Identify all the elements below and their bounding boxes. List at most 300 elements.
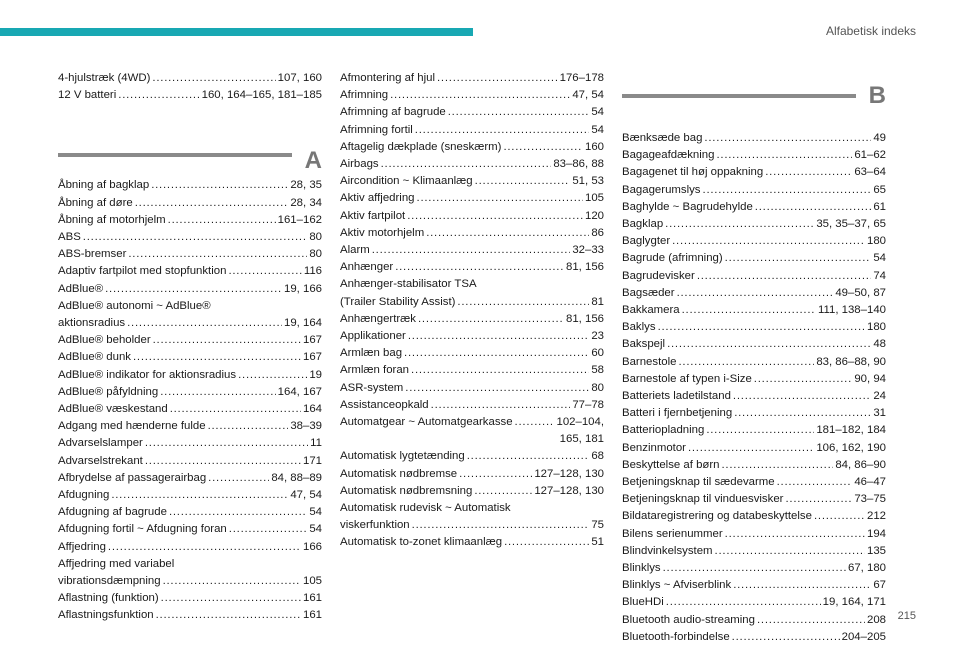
index-entry [340, 190, 604, 207]
index-pages: 161 [302, 592, 322, 605]
index-entry-line: Affjedring med variabel [58, 557, 175, 570]
index-term: Bakspejl [622, 338, 666, 351]
index-entry [340, 259, 604, 276]
index-pages: 135 [866, 544, 886, 557]
index-term: Adgang med hænderne fulde [58, 420, 206, 433]
index-pages: 46–47 [854, 476, 886, 489]
dot-leader [127, 315, 282, 332]
index-pages: 83, 86–88, 90 [816, 355, 886, 368]
index-pages: 167 [302, 334, 322, 347]
index-pages: 81, 156 [565, 261, 604, 274]
index-entry [58, 504, 322, 521]
index-term: Bilens serienummer [622, 527, 723, 540]
index-pages: 161–162 [277, 213, 322, 226]
index-pages: 80 [591, 381, 604, 394]
index-entry [340, 517, 604, 534]
index-term: Bluetooth audio-streaming [622, 613, 755, 626]
index-entry-line: AdBlue® autonomi ~ AdBlue® [58, 299, 211, 312]
dot-leader [168, 212, 276, 229]
index-entry [622, 285, 886, 302]
dot-leader [133, 349, 301, 366]
index-term: 4-hjulstræk (4WD) [58, 72, 151, 84]
index-entry [622, 199, 886, 216]
index-term: Baklys [622, 321, 656, 334]
dot-leader [663, 560, 846, 577]
index-pages: 181–182, 184 [816, 424, 886, 437]
index-term: viskerfunktion [340, 519, 410, 532]
index-pages: 54 [873, 252, 886, 265]
index-entry [58, 349, 322, 366]
dot-leader [229, 521, 308, 538]
index-term: Afdugning af bagrude [58, 506, 167, 519]
index-pages: 106, 162, 190 [816, 441, 886, 454]
index-column-1 [58, 70, 322, 625]
dot-leader [372, 242, 571, 259]
index-entry [622, 216, 886, 233]
index-term: Blindvinkelsystem [622, 544, 713, 557]
index-term: Adaptiv fartpilot med stopfunktion [58, 265, 227, 278]
index-term: Advarselslamper [58, 437, 143, 450]
index-pages: 49 [873, 132, 886, 144]
index-term: Armlæn foran [340, 364, 410, 377]
index-entry [622, 147, 886, 164]
index-entry [58, 367, 322, 384]
index-entry [340, 466, 604, 483]
dot-leader [417, 190, 583, 207]
dot-leader [672, 233, 865, 250]
index-term: Bagagerumslys [622, 183, 701, 196]
index-pages-continued: 165, 181 [559, 433, 604, 446]
index-pages: 54 [309, 506, 322, 519]
dot-leader [733, 577, 871, 594]
index-term: Batteri i fjernbetjening [622, 407, 733, 420]
index-entry [340, 414, 604, 431]
index-entry [622, 440, 886, 457]
index-entry [340, 104, 604, 121]
dot-leader [725, 250, 872, 267]
index-term: Affjedring [58, 540, 106, 553]
dot-leader [457, 294, 589, 311]
index-entry [58, 470, 322, 487]
index-pages: 19, 166 [283, 282, 322, 295]
index-pages: 81, 156 [565, 312, 604, 325]
dot-leader [108, 539, 301, 556]
index-term: Aircondition ~ Klimaanlæg [340, 175, 473, 188]
dot-leader [725, 526, 865, 543]
index-term: Aftagelig dækplade (sneskærm) [340, 140, 502, 153]
index-pages: 167 [302, 351, 322, 364]
index-term: Bagagenet til høj oppakning [622, 166, 764, 179]
index-pages: 47, 54 [290, 489, 322, 502]
index-entry [340, 173, 604, 190]
index-term: Blinklys [622, 562, 661, 575]
dot-leader [706, 422, 814, 439]
index-term: Anhænger [340, 261, 394, 274]
index-term: Benzinmotor [622, 441, 686, 454]
index-term: Bagklap [622, 218, 664, 231]
index-entry [622, 354, 886, 371]
index-term: Afrimning af bagrude [340, 106, 446, 119]
dot-leader [755, 199, 872, 216]
index-term: AdBlue® beholder [58, 334, 151, 347]
index-term: Aktiv motorhjelm [340, 226, 425, 239]
index-entry [340, 294, 604, 311]
section-divider-bar [58, 153, 292, 157]
dot-leader [777, 474, 853, 491]
index-pages: 160 [584, 140, 604, 153]
index-pages: 180 [866, 235, 886, 248]
index-entry [58, 195, 322, 212]
index-entry [622, 405, 886, 422]
index-entry [340, 70, 604, 87]
index-pages: 68 [591, 450, 604, 463]
index-term: Bildataregistrering og databeskyttelse [622, 510, 812, 523]
dot-leader [704, 130, 871, 147]
index-pages: 61–62 [854, 149, 886, 162]
index-entry [622, 371, 886, 388]
index-pages: 176–178 [559, 72, 604, 84]
dot-leader [160, 384, 275, 401]
index-term: Beskyttelse af børn [622, 458, 720, 471]
index-entry [58, 212, 322, 229]
dot-leader [426, 225, 589, 242]
index-pages: 107, 160 [277, 72, 322, 84]
dot-leader [665, 216, 814, 233]
dot-leader [145, 453, 301, 470]
dot-leader [395, 259, 564, 276]
index-entry [622, 233, 886, 250]
index-term: AdBlue® indikator for aktionsradius [58, 368, 237, 381]
dot-leader [151, 177, 288, 194]
index-entry [340, 397, 604, 414]
index-term: Bagsæder [622, 286, 675, 299]
index-pages: 19 [309, 368, 322, 381]
index-term: (Trailer Stability Assist) [340, 295, 456, 308]
index-entry [622, 612, 886, 629]
index-term: AdBlue® [58, 282, 104, 295]
dot-leader [688, 440, 814, 457]
dot-leader [153, 332, 301, 349]
dot-leader [412, 517, 590, 534]
index-pages: 63–64 [854, 166, 886, 179]
dot-leader [677, 285, 834, 302]
index-entry [340, 380, 604, 397]
index-entry [340, 225, 604, 242]
index-pages: 19, 164 [283, 317, 322, 330]
index-pages: 51 [591, 536, 604, 549]
index-pages: 35, 35–37, 65 [816, 218, 886, 231]
index-pages: 11 [310, 437, 322, 450]
index-entry [622, 182, 886, 199]
index-term: Afdugning fortil ~ Afdugning foran [58, 523, 227, 536]
index-entry-line: Anhænger-stabilisator TSA [340, 278, 477, 291]
index-entry [58, 229, 322, 246]
dot-leader [152, 70, 275, 87]
col3-entry-list [622, 130, 886, 646]
index-term: Aktiv affjedring [340, 192, 415, 205]
index-term: Baghylde ~ Bagrudehylde [622, 200, 753, 213]
dot-leader [682, 302, 816, 319]
index-entry [58, 70, 322, 87]
index-entry [58, 384, 322, 401]
dot-leader [169, 504, 307, 521]
dot-leader [666, 594, 821, 611]
index-term: Aktiv fartpilot [340, 209, 406, 222]
index-pages: 54 [591, 123, 604, 136]
col1-top-list [58, 70, 322, 104]
index-term: Barnestole af typen i-Size [622, 372, 752, 385]
index-pages: 32–33 [572, 244, 604, 257]
index-term: Afdugning [58, 489, 110, 502]
index-pages: 166 [302, 540, 322, 553]
index-pages: 105 [302, 575, 322, 588]
index-pages: 65 [873, 183, 886, 196]
dot-leader [734, 405, 871, 422]
index-term: Assistanceopkald [340, 398, 429, 411]
index-pages: 73–75 [854, 493, 886, 506]
index-entry [58, 607, 322, 624]
index-entry [622, 422, 886, 439]
index-term: Åbning af bagklap [58, 179, 150, 192]
section-letter: B [868, 82, 886, 109]
dot-leader [474, 483, 532, 500]
index-term: Automatisk nødbremse [340, 467, 458, 480]
index-pages: 61 [873, 200, 886, 213]
index-term: Åbning af motorhjelm [58, 213, 166, 226]
index-term: AdBlue® påfyldning [58, 385, 159, 398]
index-entry [58, 590, 322, 607]
index-entry [622, 336, 886, 353]
index-entry [622, 526, 886, 543]
index-pages: 84, 88–89 [271, 471, 322, 484]
index-entry [340, 242, 604, 259]
index-entry [622, 250, 886, 267]
index-entry [622, 319, 886, 336]
index-term: Anhængertræk [340, 312, 416, 325]
index-term: Automatisk to-zonet klimaanlæg [340, 536, 503, 549]
index-pages: 204–205 [841, 630, 886, 643]
index-entry [622, 629, 886, 646]
index-entry [58, 521, 322, 538]
index-entry [622, 302, 886, 319]
dot-leader [135, 195, 289, 212]
index-pages: 31 [873, 407, 886, 420]
index-term: Applikationer [340, 330, 406, 343]
dot-leader [732, 629, 840, 646]
index-pages: 81 [591, 295, 604, 308]
dot-leader [437, 70, 558, 87]
index-entry [340, 156, 604, 173]
index-column-2 [340, 70, 604, 552]
index-pages: 164 [302, 403, 322, 416]
dot-leader [733, 388, 871, 405]
index-term: Baglygter [622, 235, 671, 248]
index-entry [340, 534, 604, 551]
dot-leader [156, 607, 301, 624]
index-term: Automatisk lygtetænding [340, 450, 465, 463]
index-pages: 75 [591, 519, 604, 532]
index-entry [340, 311, 604, 328]
index-term: Bagrude (afrimning) [622, 252, 723, 265]
index-pages: 90, 94 [854, 372, 886, 385]
dot-leader [111, 487, 288, 504]
index-term: Airbags [340, 158, 379, 171]
index-pages: 83–86, 88 [553, 158, 604, 171]
dot-leader [404, 345, 589, 362]
index-entry [58, 315, 322, 332]
index-term: Bagrudevisker [622, 269, 695, 282]
index-pages: 171 [302, 454, 322, 467]
index-term: Bænksæde bag [622, 132, 703, 144]
index-pages: 80 [309, 231, 322, 244]
index-pages: 77–78 [572, 398, 604, 411]
index-term: Betjeningsknap til sædevarme [622, 476, 775, 489]
index-pages: 80 [309, 248, 322, 261]
index-entry [340, 362, 604, 379]
dot-leader [405, 380, 589, 397]
index-pages: 54 [591, 106, 604, 119]
dot-leader [238, 367, 307, 384]
index-term: ASR-system [340, 381, 404, 394]
index-pages: 49–50, 87 [835, 286, 886, 299]
index-entry [340, 448, 604, 465]
index-pages: 60 [591, 347, 604, 360]
index-term: vibrationsdæmpning [58, 575, 161, 588]
index-pages: 38–39 [290, 420, 322, 433]
index-entry [340, 483, 604, 500]
index-term: Automatisk nødbremsning [340, 484, 473, 497]
index-pages: 48 [873, 338, 886, 351]
index-entry [340, 208, 604, 225]
index-pages: 160, 164–165, 181–185 [201, 89, 322, 102]
dot-leader [765, 164, 852, 181]
dot-leader [448, 104, 590, 121]
index-pages: 23 [591, 330, 604, 343]
index-entry [622, 508, 886, 525]
index-pages: 105 [584, 192, 604, 205]
index-entry [622, 457, 886, 474]
index-term: AdBlue® dunk [58, 351, 131, 364]
index-column-3 [622, 130, 886, 646]
dot-leader [390, 87, 570, 104]
dot-leader [161, 590, 301, 607]
section-letter: A [304, 147, 322, 175]
dot-leader [459, 466, 532, 483]
dot-leader [515, 414, 555, 431]
dot-leader [785, 491, 852, 508]
index-entry [340, 328, 604, 345]
index-pages: 67, 180 [847, 562, 886, 575]
index-entry [622, 594, 886, 611]
dot-leader [814, 508, 865, 525]
index-entry [340, 87, 604, 104]
index-entry [340, 345, 604, 362]
index-pages: 84, 86–90 [835, 458, 886, 471]
dot-leader [715, 543, 865, 560]
index-pages: 111, 138–140 [818, 304, 886, 317]
page-header-title: Alfabetisk indeks [825, 24, 916, 38]
dot-leader [208, 418, 289, 435]
index-entry [622, 577, 886, 594]
dot-leader [418, 311, 564, 328]
index-pages: 67 [873, 579, 886, 592]
index-term: BlueHDi [622, 596, 664, 609]
index-entry [58, 418, 322, 435]
index-pages: 212 [866, 510, 886, 523]
dot-leader [411, 362, 589, 379]
index-pages: 164, 167 [277, 385, 322, 398]
index-term: Afrimning [340, 89, 389, 102]
dot-leader [716, 147, 852, 164]
index-entry [622, 164, 886, 181]
dot-leader [658, 319, 865, 336]
index-term: ABS-bremser [58, 248, 127, 261]
index-entry [58, 573, 322, 590]
index-entry [58, 539, 322, 556]
index-entry [58, 435, 322, 452]
index-term: Bakkamera [622, 304, 680, 317]
index-entry [58, 281, 322, 298]
dot-leader [170, 401, 301, 418]
index-entry [622, 474, 886, 491]
index-term: AdBlue® væskestand [58, 403, 168, 416]
index-pages: 86 [591, 226, 604, 239]
index-term: Blinklys ~ Afviserblink [622, 579, 732, 592]
dot-leader [667, 336, 871, 353]
index-entry [622, 560, 886, 577]
dot-leader [415, 122, 590, 139]
index-term: Advarselstrekant [58, 454, 143, 467]
index-entry [58, 246, 322, 263]
index-pages: 120 [584, 209, 604, 222]
dot-leader [408, 328, 589, 345]
index-term: ABS [58, 231, 81, 244]
dot-leader [754, 371, 853, 388]
section-divider-bar [622, 94, 856, 98]
dot-leader [431, 397, 571, 414]
index-pages: 180 [866, 321, 886, 334]
dot-leader [678, 354, 814, 371]
index-entry-line: Automatisk rudevisk ~ Automatisk [340, 502, 511, 515]
index-entry [58, 401, 322, 418]
section-header-b [622, 72, 886, 112]
index-entry [622, 491, 886, 508]
dot-leader [228, 263, 301, 280]
index-term: Barnestole [622, 355, 677, 368]
index-pages: 127–128, 130 [534, 484, 604, 497]
index-term: Aflastningsfunktion [58, 609, 154, 622]
index-pages: 58 [591, 364, 604, 377]
index-pages: 161 [302, 609, 322, 622]
index-entry [58, 263, 322, 280]
index-entry [58, 332, 322, 349]
index-entry [622, 388, 886, 405]
index-term: 12 V batteri [58, 89, 117, 102]
index-entry [622, 543, 886, 560]
index-pages: 116 [303, 265, 322, 278]
dot-leader [381, 156, 552, 173]
dot-leader [503, 139, 583, 156]
dot-leader [407, 208, 583, 225]
dot-leader [467, 448, 590, 465]
index-pages: 28, 34 [290, 196, 322, 209]
col2-entry-list [340, 70, 604, 552]
index-pages: 127–128, 130 [534, 467, 604, 480]
index-entry [58, 487, 322, 504]
dot-leader [722, 457, 834, 474]
dot-leader [475, 173, 571, 190]
header-accent-bar [0, 28, 473, 36]
